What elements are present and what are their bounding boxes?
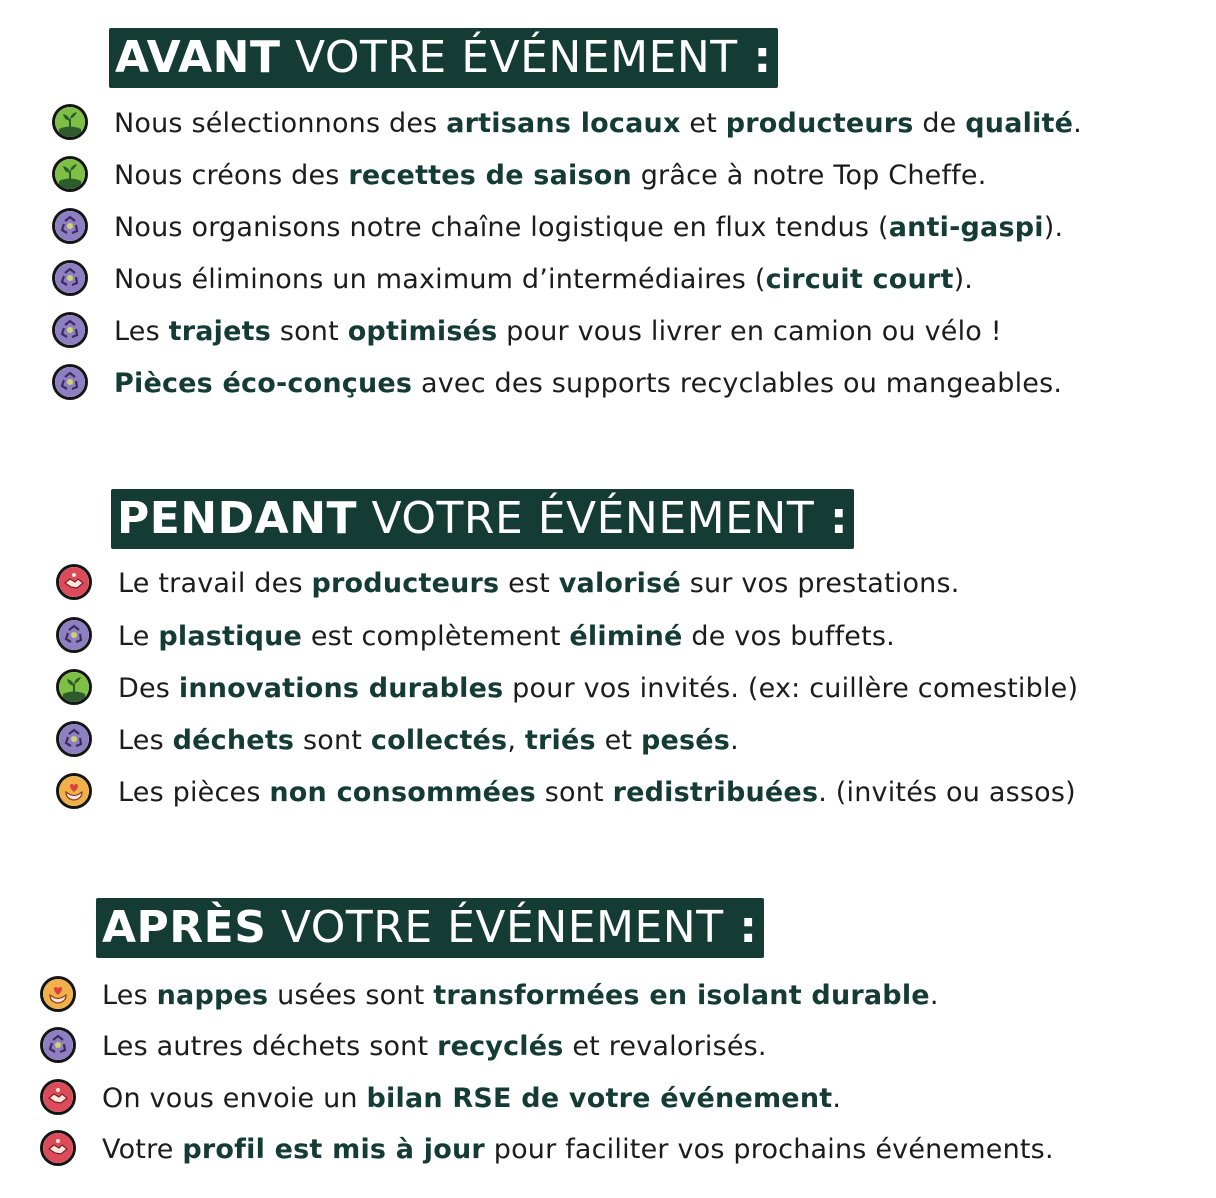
item-text — [102, 979, 939, 1013]
emphasis-text: redistribuées — [612, 777, 819, 808]
plain-text: Les — [102, 980, 157, 1011]
emphasis-text: plastique — [158, 621, 303, 652]
recycle-icon — [40, 1027, 76, 1063]
item-text — [118, 567, 960, 601]
emphasis-text: producteurs — [725, 108, 914, 139]
item-text — [102, 1133, 1054, 1167]
plain-text: Les — [118, 725, 173, 756]
emphasis-text: nappes — [156, 980, 269, 1011]
recycle-icon — [56, 721, 92, 757]
item-text — [102, 1082, 841, 1116]
plain-text: . (invités ou assos) — [818, 777, 1076, 808]
plain-text: est — [499, 568, 559, 599]
emphasis-text: transformées en isolant durable — [433, 980, 930, 1011]
emphasis-text: optimisés — [347, 316, 498, 347]
emphasis-text: recyclés — [437, 1031, 564, 1062]
item-text — [102, 1030, 767, 1064]
item-text — [114, 159, 987, 193]
recycle-icon — [56, 617, 92, 653]
plain-text: et revalorisés. — [563, 1031, 767, 1062]
plain-text: pour faciliter vos prochains événements. — [484, 1134, 1054, 1165]
plain-text: , — [507, 725, 525, 756]
emphasis-text: non consommées — [269, 777, 536, 808]
plain-text: Des — [118, 673, 179, 704]
emphasis-text: circuit court — [765, 264, 954, 295]
plain-text: de vos buffets. — [682, 621, 895, 652]
plain-text: sont — [271, 316, 348, 347]
emphasis-text: profil est mis à jour — [182, 1134, 485, 1165]
emphasis-text: bilan RSE de votre événement — [366, 1083, 833, 1114]
emphasis-text: pesés — [640, 725, 731, 756]
plain-text: ). — [953, 264, 974, 295]
emphasis-text: producteurs — [311, 568, 500, 599]
handshake-icon — [40, 1079, 76, 1115]
plain-text: ). — [1043, 212, 1064, 243]
plain-text: . — [832, 1083, 842, 1114]
sprout-icon — [56, 669, 92, 705]
emphasis-text: innovations durables — [178, 673, 504, 704]
plain-text: Nous éliminons un maximum d’intermédiaires ( — [114, 264, 766, 295]
emphasis-text: artisans locaux — [446, 108, 681, 139]
plain-text: Nous sélectionnons des — [114, 108, 447, 139]
emphasis-text: valorisé — [558, 568, 681, 599]
handshake-icon — [40, 1130, 76, 1166]
plain-text: Nous créons des — [114, 160, 349, 191]
plain-text: On vous envoie un — [102, 1083, 367, 1114]
recycle-icon — [52, 312, 88, 348]
plain-text: Le — [118, 621, 159, 652]
item-text — [114, 367, 1062, 401]
item-text — [118, 620, 895, 654]
sprout-icon — [52, 104, 88, 140]
plain-text: avec des supports recyclables ou mangeables. — [412, 368, 1063, 399]
plain-text: grâce à notre Top Cheffe. — [631, 160, 987, 191]
item-text — [114, 107, 1082, 141]
section-title: PENDANT VOTRE ÉVÉNEMENT : — [111, 489, 854, 549]
item-text — [114, 211, 1063, 245]
plain-text: Nous organisons notre chaîne logistique en flux tendus ( — [114, 212, 889, 243]
item-text — [118, 724, 739, 758]
plain-text: et — [595, 725, 641, 756]
emphasis-text: qualité — [965, 108, 1074, 139]
plain-text: usées sont — [268, 980, 434, 1011]
sprout-icon — [52, 156, 88, 192]
hands-icon — [56, 773, 92, 809]
hands-icon — [40, 976, 76, 1012]
plain-text: Les — [114, 316, 169, 347]
emphasis-text: éliminé — [569, 621, 683, 652]
emphasis-text: trajets — [168, 316, 272, 347]
plain-text: Les autres déchets sont — [102, 1031, 438, 1062]
item-text — [118, 672, 1078, 706]
plain-text: et — [680, 108, 726, 139]
item-text — [114, 315, 1002, 349]
recycle-icon — [52, 260, 88, 296]
emphasis-text: triés — [524, 725, 596, 756]
plain-text: pour vous livrer en camion ou vélo ! — [497, 316, 1002, 347]
recycle-icon — [52, 208, 88, 244]
plain-text: Le travail des — [118, 568, 312, 599]
emphasis-text: Pièces éco-conçues — [114, 368, 413, 399]
item-text — [114, 263, 973, 297]
recycle-icon — [52, 364, 88, 400]
plain-text: sont — [535, 777, 613, 808]
item-text — [118, 776, 1076, 810]
plain-text: . — [1073, 108, 1082, 139]
section-title: AVANT VOTRE ÉVÉNEMENT : — [109, 28, 778, 88]
plain-text: de — [913, 108, 966, 139]
plain-text: . — [730, 725, 739, 756]
emphasis-text: déchets — [172, 725, 295, 756]
emphasis-text: anti-gaspi — [888, 212, 1044, 243]
plain-text: Votre — [102, 1134, 183, 1165]
emphasis-text: recettes de saison — [348, 160, 632, 191]
plain-text: sont — [294, 725, 371, 756]
plain-text: pour vos invités. (ex: cuillère comestible) — [503, 673, 1079, 704]
emphasis-text: collectés — [370, 725, 508, 756]
plain-text: sur vos prestations. — [680, 568, 960, 599]
handshake-icon — [56, 564, 92, 600]
plain-text: Les pièces — [118, 777, 270, 808]
plain-text: . — [929, 980, 939, 1011]
plain-text: est complètement — [302, 621, 570, 652]
section-title: APRÈS VOTRE ÉVÉNEMENT : — [96, 898, 764, 958]
